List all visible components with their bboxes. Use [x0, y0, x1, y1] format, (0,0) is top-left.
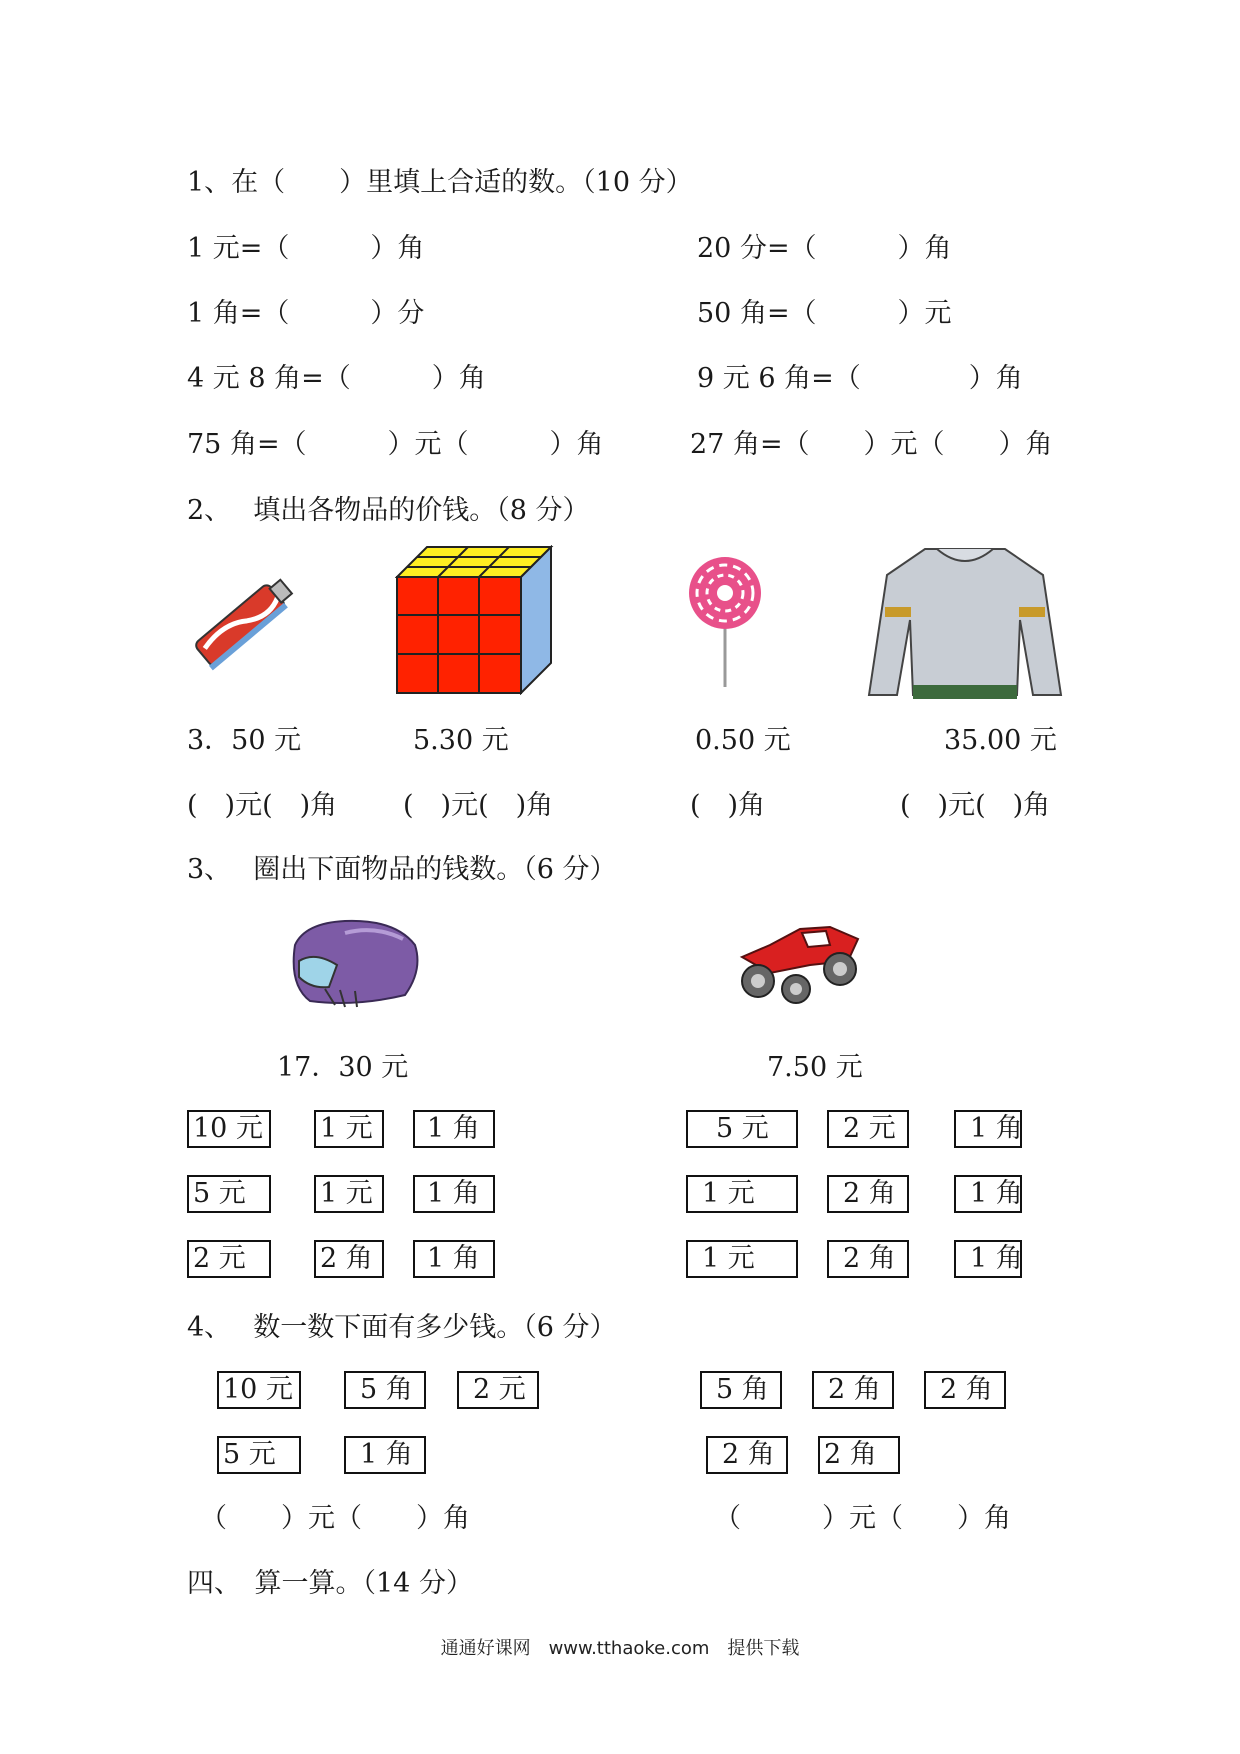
q2-answer-2: ( )元( )角 [403, 790, 554, 821]
money-note: 2 角 [924, 1371, 1006, 1409]
money-note[interactable]: 10 元 [187, 1110, 271, 1148]
section4-title: 四、 算一算。（14 分） [187, 1568, 473, 1599]
q4-title: 4、 数一数下面有多少钱。（6 分） [187, 1312, 617, 1343]
money-note: 5 角 [344, 1371, 426, 1409]
money-note: 2 角 [812, 1371, 894, 1409]
q1-row1-right: 20 分=（ ）角 [697, 233, 952, 264]
money-note[interactable]: 1 元 [686, 1240, 798, 1278]
money-note: 5 角 [700, 1371, 782, 1409]
money-note[interactable]: 1 角 [413, 1110, 495, 1148]
q2-price-2: 5.30 元 [413, 725, 509, 756]
money-note: 2 元 [457, 1371, 539, 1409]
toy-car-icon [730, 915, 870, 1010]
money-note[interactable]: 1 元 [314, 1175, 384, 1213]
q1-row4-right: 27 角=（ ）元（ ）角 [690, 429, 1053, 460]
q1-row2-left: 1 角=（ ）分 [187, 298, 425, 329]
rubiks-cube-icon [395, 545, 555, 695]
money-note: 10 元 [217, 1371, 301, 1409]
money-note[interactable]: 1 角 [954, 1175, 1022, 1213]
money-note[interactable]: 5 元 [686, 1110, 798, 1148]
money-note[interactable]: 2 角 [314, 1240, 384, 1278]
q4-left-answer: （ ）元（ ）角 [200, 1503, 470, 1534]
money-note: 5 元 [217, 1436, 301, 1474]
money-note[interactable]: 1 元 [314, 1110, 384, 1148]
q3-right-price: 7.50 元 [767, 1052, 863, 1083]
money-note[interactable]: 1 角 [954, 1110, 1022, 1148]
lollipop-icon [685, 555, 765, 690]
money-note: 1 角 [344, 1436, 426, 1474]
money-note[interactable]: 5 元 [187, 1175, 271, 1213]
money-note[interactable]: 2 元 [187, 1240, 271, 1278]
money-note: 2 角 [706, 1436, 788, 1474]
q1-title: 1、在（ ）里填上合适的数。（10 分） [187, 167, 693, 198]
money-note[interactable]: 2 元 [827, 1110, 909, 1148]
q1-row3-left: 4 元 8 角=（ ）角 [187, 363, 486, 394]
q2-title: 2、 填出各物品的价钱。（8 分） [187, 495, 590, 526]
q3-title: 3、 圈出下面物品的钱数。（6 分） [187, 854, 617, 885]
money-note[interactable]: 1 元 [686, 1175, 798, 1213]
q1-row1-left: 1 元=（ ）角 [187, 233, 425, 264]
q1-row3-right: 9 元 6 角=（ ）角 [697, 363, 1023, 394]
q2-answer-3: ( )角 [690, 790, 766, 821]
backpack-icon [285, 915, 425, 1010]
page-footer: 通通好课网 www.tthaoke.com 提供下载 [440, 1638, 800, 1659]
q2-price-1: 3．50 元 [187, 725, 302, 756]
money-note[interactable]: 2 角 [827, 1240, 909, 1278]
q1-row2-right: 50 角=（ ）元 [697, 298, 952, 329]
q2-price-3: 0.50 元 [695, 725, 791, 756]
q2-answer-1: ( )元( )角 [187, 790, 338, 821]
money-note[interactable]: 1 角 [954, 1240, 1022, 1278]
money-note[interactable]: 2 角 [827, 1175, 909, 1213]
sweater-icon [865, 545, 1065, 705]
q2-price-4: 35.00 元 [944, 725, 1057, 756]
money-note[interactable]: 1 角 [413, 1175, 495, 1213]
q2-answer-4: ( )元( )角 [900, 790, 1051, 821]
money-note: 2 角 [818, 1436, 900, 1474]
q4-right-answer: （ ）元（ ）角 [714, 1503, 1011, 1534]
money-note[interactable]: 1 角 [413, 1240, 495, 1278]
q3-left-price: 17．30 元 [277, 1052, 409, 1083]
toothpaste-icon [187, 565, 302, 680]
q1-row4-left: 75 角=（ ）元（ ）角 [187, 429, 604, 460]
